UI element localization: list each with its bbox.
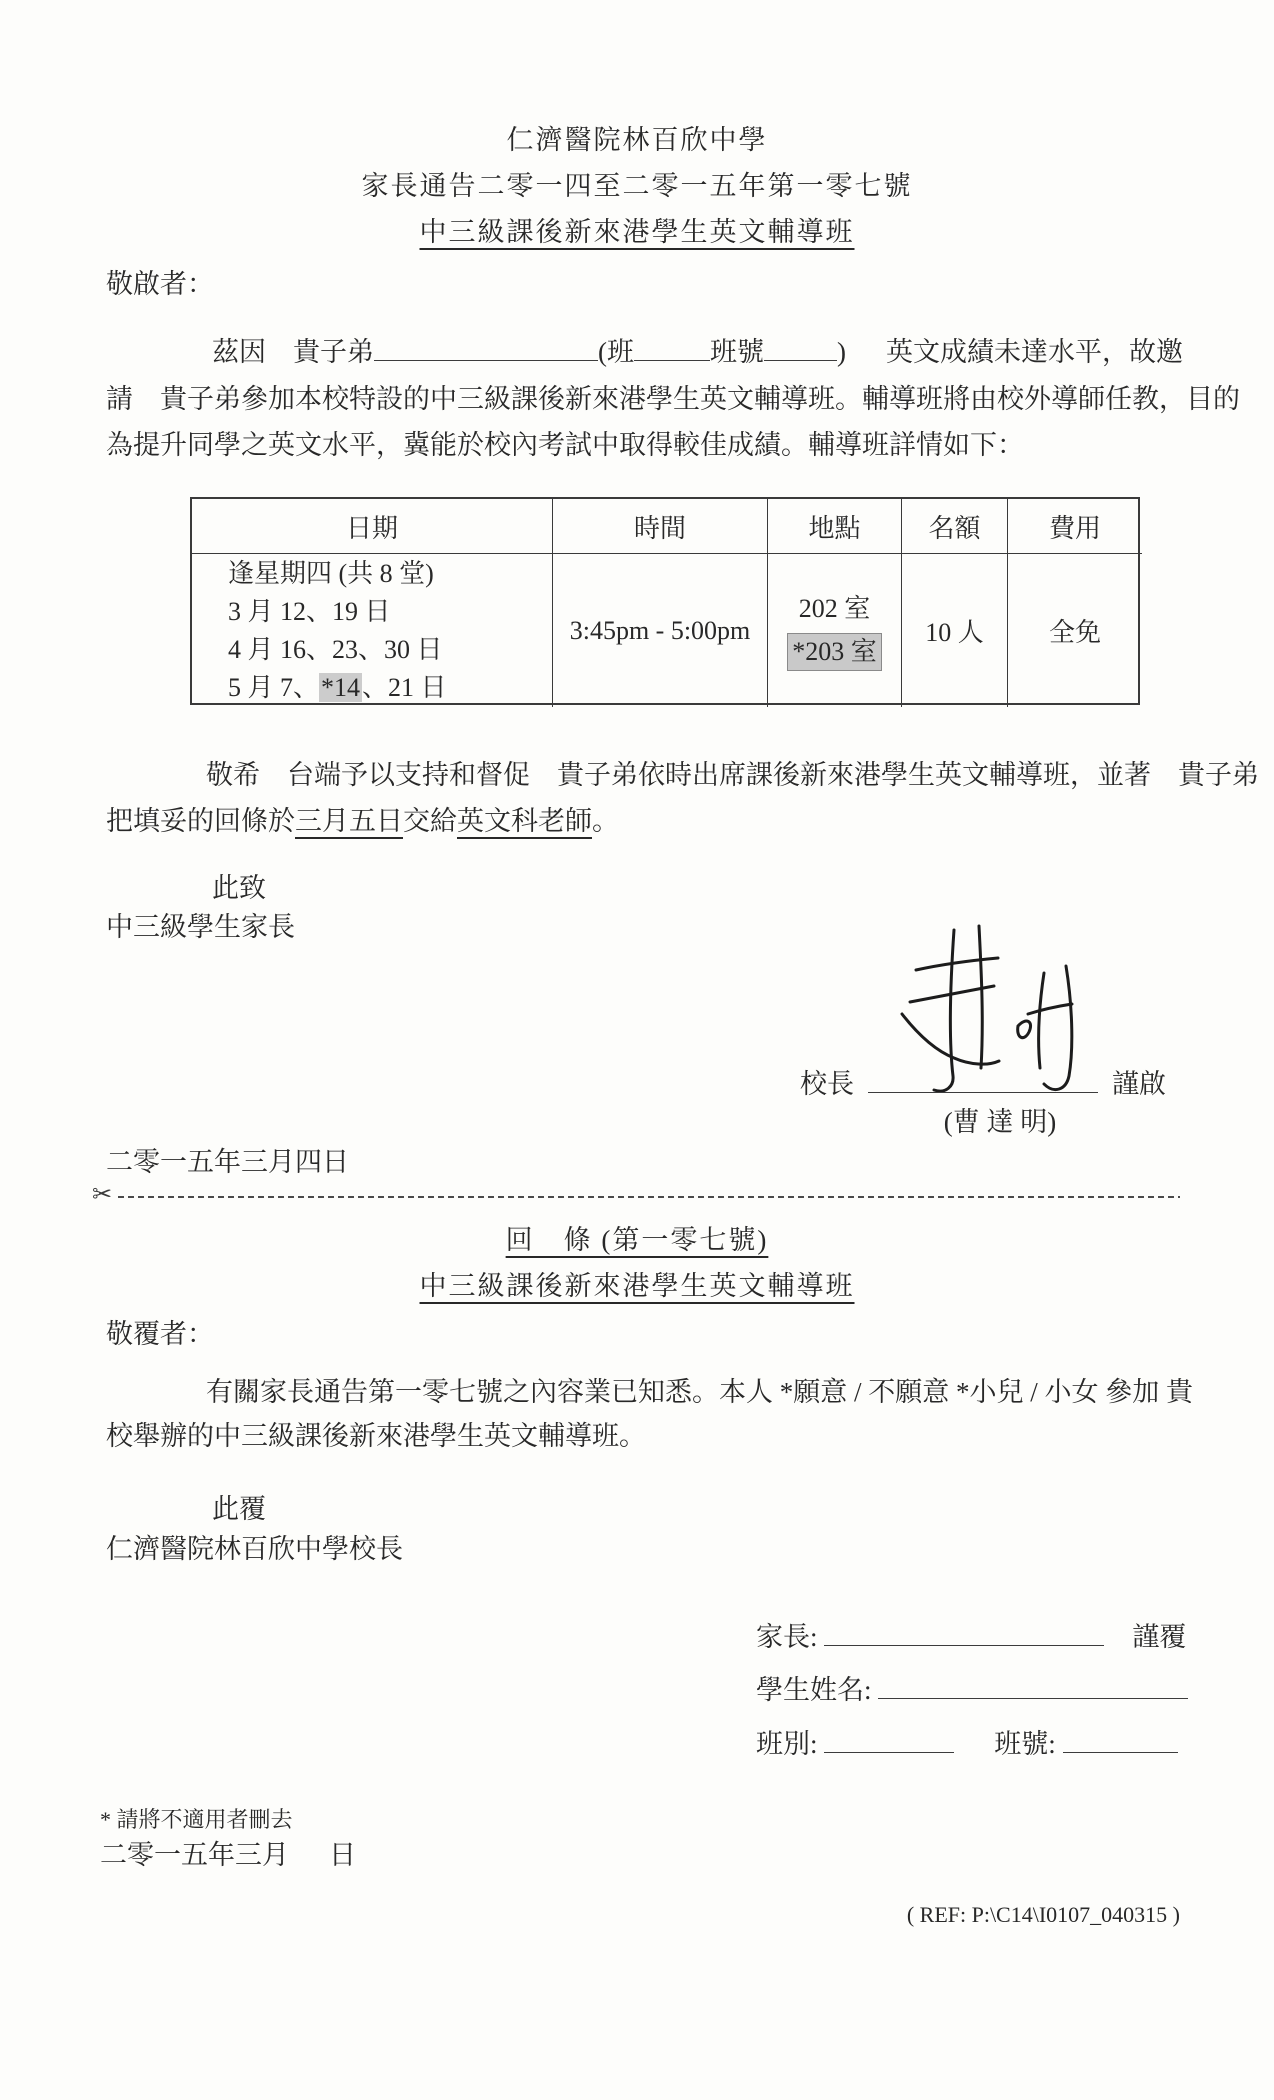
school-name: 仁濟醫院林百欣中學: [506, 125, 768, 155]
reply-date-pre: 二零一五年三月: [100, 1840, 289, 1870]
class-no-blank: [764, 333, 837, 361]
para1-line3: 為提升同學之英文水平，冀能於校內考試中取得較佳成績。輔導班詳情如下：: [106, 430, 1024, 460]
principal-honorific: 謹啟: [1112, 1069, 1166, 1099]
reply-subtitle-text: 中三級課後新來港學生英文輔導班: [419, 1271, 855, 1301]
student-name-blank: [878, 1671, 1188, 1699]
reply-to: 仁濟醫院林百欣中學校長: [106, 1534, 403, 1564]
reply-body-line2: 校舉辦的中三級課後新來港學生英文輔導班。: [106, 1421, 646, 1451]
reply-date-post: 日: [329, 1840, 356, 1870]
reply-body-line1: 有關家長通告第一零七號之內容業已知悉。本人 *願意 / 不願意 *小兒 / 小女 參加 貴: [206, 1377, 1194, 1407]
date-line-2: 3 月 12、19 日: [228, 596, 391, 626]
col-header-time: 時間: [553, 499, 768, 554]
cifu: 此覆: [212, 1494, 266, 1524]
deadline-date: 三月五日: [295, 806, 403, 836]
student-name-blank: [374, 333, 598, 361]
ref-number: ( REF: P:\C14\I0107_040315 ): [906, 1902, 1180, 1927]
student-name-row: [756, 1668, 1188, 1707]
date-line-1: 逢星期四 (共 8 堂): [228, 558, 434, 588]
principal-signature-line: [868, 1065, 1098, 1093]
venue-room-202: 202 室: [798, 593, 871, 623]
col-header-date: 日期: [192, 499, 553, 554]
reply-date-row: [100, 1833, 356, 1872]
notice-title: [0, 210, 1274, 249]
schedule-table: [190, 497, 1140, 705]
cishi: 此致: [212, 873, 266, 903]
cell-quota: 10 人: [902, 554, 1008, 707]
para1-because: 茲因 貴子弟: [212, 337, 374, 367]
parent-sign-row: [756, 1615, 1186, 1654]
para1-line1: [212, 330, 1183, 369]
class-no-label: 班號:: [994, 1729, 1056, 1759]
notice-date: 二零一五年三月四日: [106, 1147, 349, 1177]
reply-title: [0, 1218, 1274, 1257]
class-no-blank-2: [1063, 1725, 1178, 1753]
date-line-4-pre: 5 月 7、: [228, 672, 320, 702]
date-line-3: 4 月 16、23、30 日: [228, 634, 443, 664]
class-blank-2: [824, 1725, 954, 1753]
recipient: 中三級學生家長: [106, 912, 295, 942]
para1-reason: 英文成績未達水平，故邀: [886, 337, 1183, 367]
para2-pre: 把填妥的回條於: [106, 806, 295, 836]
col-header-venue: 地點: [768, 499, 902, 554]
para2-line1: 敬希 台端予以支持和督促 貴子弟依時出席課後新來港學生英文輔導班，並著 貴子弟: [206, 760, 1259, 790]
cell-dates: [192, 554, 553, 707]
col-header-fee: 費用: [1008, 499, 1142, 554]
scissors-icon: ✂: [92, 1180, 113, 1208]
venue-room-203-highlight: *203 室: [787, 633, 882, 671]
class-row: [756, 1722, 1178, 1761]
student-name-label: 學生姓名:: [756, 1675, 872, 1705]
para1-line2: 請 貴子弟參加本校特設的中三級課後新來港學生英文輔導班。輔導班將由校外導師任教，目的: [106, 384, 1240, 414]
delete-footnote: * 請將不適用者刪去: [100, 1807, 293, 1832]
principal-label: 校長: [800, 1069, 854, 1099]
para1-class-label: (班: [598, 337, 634, 367]
class-label: 班別:: [756, 1729, 818, 1759]
para2-post: 。: [592, 806, 619, 836]
parent-signature-blank: [824, 1618, 1104, 1646]
date-line-4-post: 、21 日: [362, 672, 447, 702]
cell-fee: 全免: [1048, 618, 1101, 647]
cut-line: [118, 1196, 1180, 1198]
cell-venue: [768, 554, 902, 707]
para2-mid: 交給: [403, 806, 457, 836]
date-highlight: *14: [321, 672, 361, 702]
reply-salutation: 敬覆者：: [106, 1319, 214, 1349]
parent-honorific: 謹覆: [1132, 1622, 1187, 1652]
cell-time: 3:45pm - 5:00pm: [553, 554, 768, 707]
parent-label: 家長:: [756, 1622, 818, 1652]
salutation: 敬啟者：: [106, 269, 214, 299]
para1-close-paren: ): [837, 337, 846, 367]
date-line-4: [228, 669, 447, 707]
notice-title-text: 中三級課後新來港學生英文輔導班: [419, 217, 855, 247]
col-header-quota: 名額: [902, 499, 1008, 554]
notice-number: 家長通告二零一四至二零一五年第一零七號: [361, 171, 913, 201]
class-blank: [634, 333, 710, 361]
reply-title-text: 回 條 (第一零七號): [505, 1225, 769, 1255]
para1-classno-label: 班號: [710, 337, 764, 367]
para2-line2: [106, 799, 619, 838]
english-teacher: 英文科老師: [457, 806, 592, 836]
principal-name: (曹 達 明): [943, 1107, 1057, 1137]
principal-sign-row: [800, 1062, 1166, 1101]
reply-subtitle: [0, 1264, 1274, 1303]
